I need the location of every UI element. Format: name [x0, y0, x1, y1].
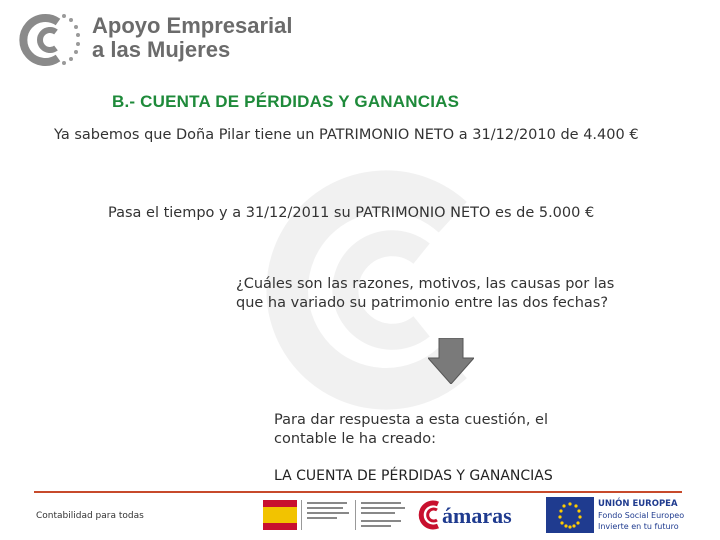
brand-line-1: Apoyo Empresarial: [92, 13, 293, 38]
footer-divider: [34, 491, 682, 493]
eu-title: UNIÓN EUROPEA: [598, 499, 678, 509]
eu-caption: [598, 499, 684, 532]
down-arrow-icon: [428, 338, 474, 384]
brand-line-2: a las Mujeres: [92, 37, 231, 62]
paragraph-patrimonio-2010: Ya sabemos que Doña Pilar tiene un PATRIMONIO NETO a 31/12/2010 de 4.400 €: [54, 127, 639, 143]
brand-logo-icon: [18, 10, 86, 70]
camaras-text: ámaras: [442, 503, 512, 528]
camaras-logo: [418, 496, 530, 534]
eu-line-2: Invierte en tu futuro: [598, 522, 679, 531]
paragraph-patrimonio-2011: Pasa el tiempo y a 31/12/2011 su PATRIMONIO NETO es de 5.000 €: [108, 205, 595, 221]
paragraph-result: LA CUENTA DE PÉRDIDAS Y GANANCIAS: [274, 468, 553, 484]
paragraph-answer: Para dar respuesta a esta cuestión, el contable le ha creado:: [274, 412, 548, 447]
section-title: B.- CUENTA DE PÉRDIDAS Y GANANCIAS: [112, 92, 460, 111]
spanish-government-logo: [263, 496, 413, 534]
eu-line-1: Fondo Social Europeo: [598, 511, 685, 520]
eu-flag-icon: [546, 497, 594, 533]
paragraph-question: ¿Cuáles son las razones, motivos, las causas por las que ha variado su patrimonio entre las dos fechas?: [236, 276, 615, 311]
footer-text: Contabilidad para todas: [36, 511, 144, 521]
brand-title: [92, 14, 293, 62]
